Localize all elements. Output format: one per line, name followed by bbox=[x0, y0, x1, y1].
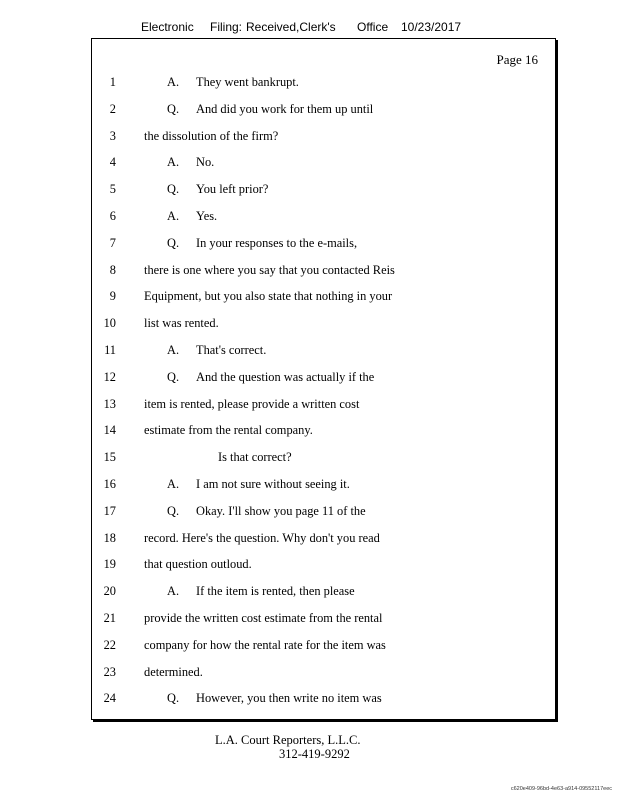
transcript-line bbox=[92, 127, 555, 145]
transcript-line bbox=[92, 207, 555, 225]
speaker-label: Q. bbox=[167, 235, 180, 250]
line-number: 1 bbox=[109, 75, 116, 89]
transcript-line bbox=[92, 475, 555, 493]
speaker-label: Q. bbox=[167, 503, 180, 518]
line-text: Is that correct? bbox=[218, 450, 292, 465]
line-number: 10 bbox=[103, 316, 116, 331]
reporter-phone: 312-419-9292 bbox=[279, 747, 350, 761]
transcript-line bbox=[92, 448, 555, 466]
line-number: 3 bbox=[109, 128, 116, 143]
line-text: No. bbox=[196, 155, 215, 170]
transcript-line bbox=[92, 153, 555, 171]
transcript-line bbox=[92, 234, 555, 252]
transcript-line bbox=[92, 395, 555, 413]
speaker-label: Q. bbox=[167, 101, 180, 116]
line-text: If the item is rented, then please bbox=[196, 584, 355, 599]
line-text: And the question was actually if the bbox=[196, 369, 375, 384]
document-id: c620e409-96bd-4e63-a914-09552117eec bbox=[510, 786, 612, 792]
speaker-label: A. bbox=[167, 343, 180, 357]
line-text: determined. bbox=[144, 664, 203, 679]
transcript-line bbox=[92, 609, 555, 627]
line-text: Equipment, but you also state that nothing in your bbox=[144, 289, 393, 304]
line-text: However, you then write no item was bbox=[196, 691, 382, 706]
transcript-line bbox=[92, 100, 555, 118]
speaker-label: A. bbox=[167, 209, 180, 223]
line-number: 20 bbox=[103, 584, 116, 599]
line-number: 4 bbox=[109, 155, 116, 170]
line-number: 12 bbox=[103, 369, 116, 384]
line-number: 9 bbox=[109, 289, 116, 304]
line-text: the dissolution of the firm? bbox=[144, 128, 279, 143]
line-number: 16 bbox=[103, 477, 116, 491]
line-text: I am not sure without seeing it. bbox=[196, 477, 350, 491]
line-number: 8 bbox=[109, 262, 116, 277]
speaker-label: A. bbox=[167, 75, 180, 89]
header-word-received-clerks: Received,Clerk's bbox=[246, 20, 336, 34]
line-text: company for how the rental rate for the item was bbox=[144, 637, 386, 652]
line-text: list was rented. bbox=[144, 316, 219, 331]
transcript-line bbox=[92, 368, 555, 386]
line-number: 7 bbox=[109, 235, 116, 250]
transcript-line bbox=[92, 502, 555, 520]
transcript-line bbox=[92, 261, 555, 279]
line-number: 17 bbox=[103, 503, 116, 518]
header-word-office: Office bbox=[357, 20, 389, 34]
transcript-line bbox=[92, 314, 555, 332]
transcript-line bbox=[92, 73, 555, 91]
line-number: 6 bbox=[109, 209, 116, 223]
transcript-page-frame bbox=[91, 38, 556, 720]
line-text: They went bankrupt. bbox=[196, 75, 299, 89]
header-date: 10/23/2017 bbox=[401, 20, 462, 34]
line-number: 24 bbox=[103, 691, 116, 706]
speaker-label: Q. bbox=[167, 369, 180, 384]
line-text: estimate from the rental company. bbox=[144, 423, 313, 438]
line-number: 2 bbox=[109, 101, 116, 116]
line-number: 15 bbox=[103, 450, 116, 465]
header-word-electronic: Electronic bbox=[141, 20, 194, 34]
line-number: 14 bbox=[103, 423, 116, 438]
speaker-label: Q. bbox=[167, 691, 180, 706]
line-text: That's correct. bbox=[196, 343, 267, 357]
line-text: that question outloud. bbox=[144, 557, 252, 572]
line-text: provide the written cost estimate from the rental bbox=[144, 611, 383, 625]
line-number: 11 bbox=[104, 343, 116, 357]
transcript-line bbox=[92, 689, 555, 707]
transcript-line bbox=[92, 287, 555, 305]
line-number: 22 bbox=[103, 637, 116, 652]
speaker-label: A. bbox=[167, 155, 180, 170]
transcript-line bbox=[92, 421, 555, 439]
transcript-line bbox=[92, 180, 555, 198]
line-text: Yes. bbox=[196, 209, 218, 223]
line-text: Okay. I'll show you page 11 of the bbox=[196, 503, 366, 518]
transcript-line bbox=[92, 582, 555, 600]
transcript-line bbox=[92, 663, 555, 681]
transcript-line bbox=[92, 636, 555, 654]
line-number: 19 bbox=[103, 557, 116, 572]
filing-header bbox=[0, 20, 618, 36]
transcript-line bbox=[92, 341, 555, 359]
line-text: there is one where you say that you contacted Reis bbox=[144, 262, 395, 277]
line-number: 13 bbox=[103, 396, 116, 411]
transcript-line bbox=[92, 529, 555, 547]
line-number: 23 bbox=[103, 664, 116, 679]
line-text: In your responses to the e-mails, bbox=[196, 235, 358, 250]
reporter-company: L.A. Court Reporters, L.L.C. bbox=[215, 733, 361, 747]
speaker-label: A. bbox=[167, 584, 180, 599]
speaker-label: Q. bbox=[167, 182, 180, 197]
page-number: Page 16 bbox=[496, 52, 538, 67]
speaker-label: A. bbox=[167, 477, 180, 491]
line-text: You left prior? bbox=[196, 182, 269, 197]
transcript-line bbox=[92, 555, 555, 573]
line-text: record. Here's the question. Why don't you read bbox=[144, 530, 380, 545]
line-text: And did you work for them up until bbox=[196, 101, 374, 116]
line-number: 5 bbox=[109, 182, 116, 197]
line-number: 18 bbox=[103, 530, 116, 545]
line-text: item is rented, please provide a written cost bbox=[144, 396, 360, 411]
header-word-filing: Filing: bbox=[210, 20, 243, 34]
line-number: 21 bbox=[103, 611, 116, 625]
